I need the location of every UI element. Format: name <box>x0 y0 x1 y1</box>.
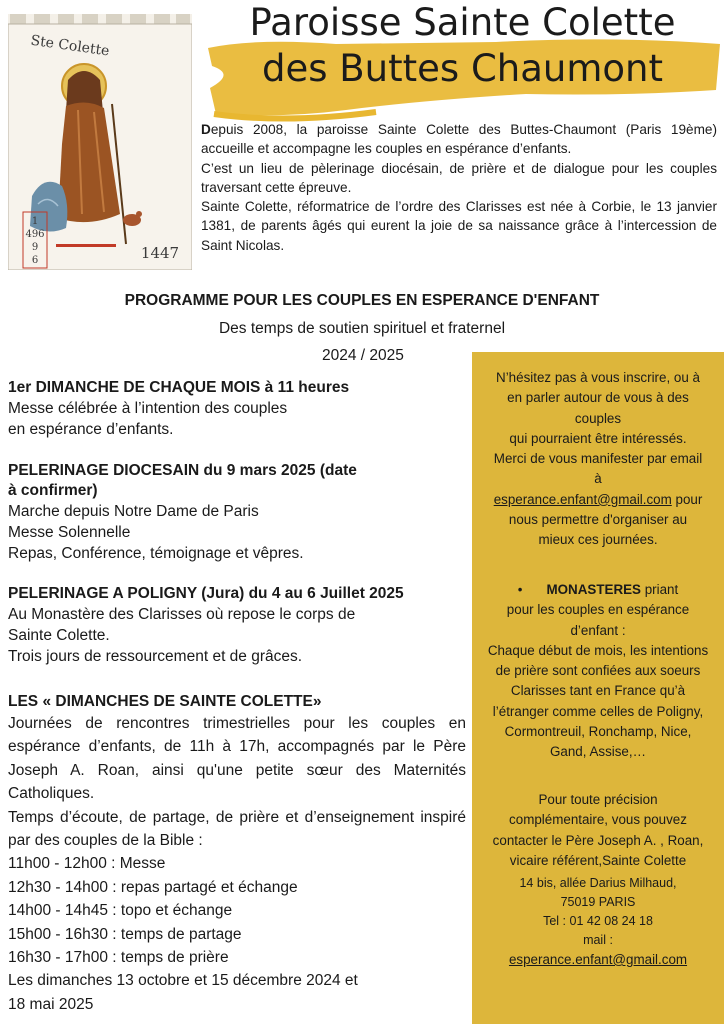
section-paragraph: Temps d’écoute, de partage, de prière et d’enseignement inspiré par des couples de la Bible : <box>8 808 466 850</box>
section-poligny-pilgrimage <box>8 584 466 667</box>
sidebar-line: de prière sont confiées aux soeurs <box>495 663 701 679</box>
sidebar-line: Merci de vous manifester par email <box>493 451 703 467</box>
sidebar-line: contacter le Père Joseph A. , Roan, <box>492 832 704 848</box>
schedule-item: 11h00 - 12h00 : Messe <box>8 855 166 873</box>
section-heading: PELERINAGE DIOCESAIN du 9 mars 2025 (date <box>8 462 357 479</box>
sidebar-line: Clarisses tant en France qu’à <box>510 683 686 699</box>
svg-text:9: 9 <box>31 242 39 253</box>
section-dates: 18 mai 2025 <box>8 995 94 1013</box>
sidebar-monasteres <box>476 580 720 763</box>
section-line: Repas, Conférence, témoignage et vêpres. <box>8 545 304 562</box>
section-line: en espérance d’enfants. <box>8 421 174 438</box>
section-line: Au Monastère des Clarisses où repose le corps de <box>8 606 356 623</box>
section-monthly-mass <box>8 378 466 440</box>
section-heading: PELERINAGE A POLIGNY (Jura) du 4 au 6 Juillet 2025 <box>8 585 404 602</box>
schedule-item: 14h00 - 14h45 : topo et échange <box>8 902 233 920</box>
sidebar-line-text: pour <box>671 491 703 507</box>
sidebar-line: qui pourraient être intéressés. <box>509 430 687 446</box>
email-link[interactable]: esperance.enfant@gmail.com <box>493 491 672 507</box>
title-line-1: Paroisse Sainte Colette <box>249 1 676 44</box>
sidebar-line: complémentaire, vous pouvez <box>509 812 687 828</box>
section-line: Trois jours de ressourcement et de grâces. <box>8 648 303 665</box>
banner-year-right: 1447 <box>140 244 180 262</box>
sidebar-line: Pour toute précision <box>538 792 658 807</box>
section-heading: à confirmer) <box>8 482 98 499</box>
svg-text:1: 1 <box>31 216 39 227</box>
intro-paragraph-2: C’est un lieu de pèlerinage diocésain, de prière et de dialogue pour les couples traversant cette épreuve. <box>201 160 717 195</box>
section-sundays-sainte-colette <box>8 692 466 1016</box>
sidebar-line: l’étranger comme celles de Poligny, <box>492 703 704 719</box>
programme-year: 2024 / 2025 <box>322 347 404 364</box>
page-title <box>205 0 720 92</box>
sidebar-line: d’enfant : <box>570 622 626 638</box>
section-line: Sainte Colette. <box>8 627 110 644</box>
email-link[interactable]: esperance.enfant@gmail.com <box>508 952 688 967</box>
address-line: mail : <box>583 933 613 947</box>
section-heading: 1er DIMANCHE DE CHAQUE MOIS à 11 heures <box>8 379 350 396</box>
intro-paragraph-3: Sainte Colette, réformatrice de l’ordre des Clarisses est née à Corbie, le 13 janvier 1381, de parents âgés qui eurent la joie de sa naissance grâce à l’intercession de Saint Nicolas. <box>201 199 717 253</box>
section-paragraph: Journées de rencontres trimestrielles pour les couples en espérance d’enfants, de 11h à 17h, accompagnés par le Père Joseph A. Roan, ainsi qu'une petite sœur des Maternités Catholiques. <box>8 715 466 803</box>
programme-subtitle: Des temps de soutien spirituel et fraternel <box>218 320 506 337</box>
address-line: 75019 PARIS <box>560 895 636 909</box>
sidebar-line: à <box>594 471 602 487</box>
sidebar-line: couples <box>574 410 622 426</box>
sidebar-address <box>476 874 720 969</box>
sainte-colette-banner-image <box>8 14 192 270</box>
sidebar-line: nous permettre d'organiser au <box>508 512 688 528</box>
sidebar-line: en parler autour de vous à des <box>507 390 689 406</box>
programme-title: PROGRAMME POUR LES COUPLES EN ESPERANCE D'ENFANT <box>124 292 600 309</box>
svg-text:496: 496 <box>25 229 45 240</box>
intro-paragraph-1: Depuis 2008, la paroisse Sainte Colette des Buttes-Chaumont (Paris 19ème) accueille et accompagne les couples en espérance d’enfants. <box>201 122 717 157</box>
monasteres-label: MONASTERES <box>546 582 641 597</box>
section-dates: Les dimanches 13 octobre et 15 décembre 2024 et <box>8 972 358 990</box>
section-line: Messe célébrée à l’intention des couples <box>8 400 288 417</box>
schedule-item: 12h30 - 14h00 : repas partagé et échange <box>8 878 298 896</box>
section-diocesan-pilgrimage <box>8 461 466 564</box>
sidebar-line <box>476 580 720 600</box>
sidebar-invite <box>476 368 720 551</box>
sidebar-line: vicaire référent,Sainte Colette <box>509 852 687 868</box>
sidebar-line <box>476 490 720 510</box>
banner-name: Ste Colette <box>29 32 111 60</box>
schedule-item: 15h00 - 16h30 : temps de partage <box>8 925 242 943</box>
schedule-item: 16h30 - 17h00 : temps de prière <box>8 949 229 967</box>
svg-text:6: 6 <box>31 255 39 266</box>
phone-number: Tel : 01 42 08 24 18 <box>543 914 653 928</box>
sidebar-line: mieux ces journées. <box>538 532 658 548</box>
section-line: Messe Solennelle <box>8 524 131 541</box>
sidebar-line: Chaque début de mois, les intentions <box>487 642 709 658</box>
bullet-icon: • <box>517 582 523 597</box>
title-line-2: des Buttes Chaumont <box>262 47 663 90</box>
sidebar-line: pour les couples en espérance <box>506 602 690 618</box>
intro-text <box>201 120 717 255</box>
sidebar-line-text: priant <box>640 582 679 597</box>
section-heading: LES « DIMANCHES DE SAINTE COLETTE» <box>8 693 322 710</box>
sidebar-line: Gand, Assise,… <box>549 744 646 760</box>
sidebar-line: N’hésitez pas à vous inscrire, ou à <box>496 370 700 385</box>
address-line: 14 bis, allée Darius Milhaud, <box>519 876 677 890</box>
sidebar-contact <box>476 790 720 871</box>
sidebar-line: Cormontreuil, Ronchamp, Nice, <box>504 724 692 740</box>
section-line: Marche depuis Notre Dame de Paris <box>8 503 259 520</box>
